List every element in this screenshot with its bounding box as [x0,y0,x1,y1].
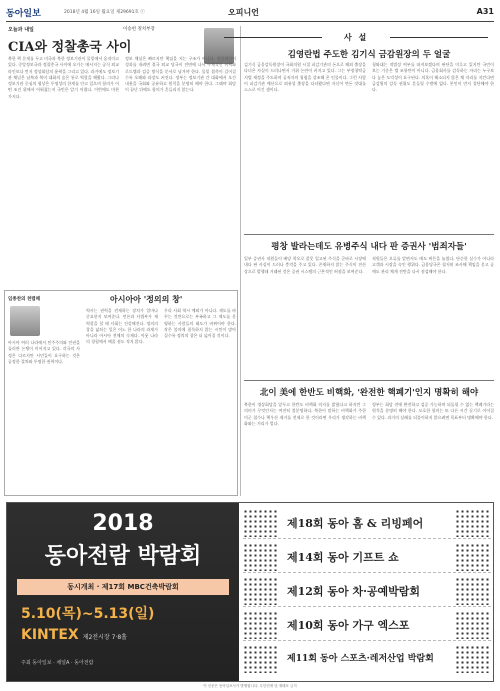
editorial-text: 청와대는 적법성 여부를 따져보겠다며 판단을 미루고 있지만 국민이 보는 기준은 법 조항만이 아니다. 금융회사를 감독하는 자리는 누구보다 높은 도덕성이 요구된다. 의혹이 해소되지 않은 채 자리를 지킨다면 금감원의 감독 권위도 흔들릴 수밖에 없다. 본인이 먼저 결단해야 한다. [372,62,494,93]
dot-pattern-icon [455,577,491,605]
guest-text: 우리 사회 역시 예외가 아니다. 제도를 바꾸는 것만으로는 부족하고 그 제도를 운영하는 사람들의 태도가 바뀌어야 한다. 작은 불의에 침묵하지 않는 시민이 많아질수록 정의의 창은 더 넓어질 것이다. [164,308,236,339]
column-text: 정보 채널은 빠르지만 책임을 지는 구조가 아니다. 정상회담이 성과를 내려면 결국 외교 당국이 전면에 나서 구체적인 비핵화 로드맵과 검증 방식을 문서로 남겨야 한다. 물밑 접촉이 길어질수록 오해와 과장도 커진다. 정부는 정보기관 간 대화에서 오간 내용을 국회와 공유하고 원칙을 분명히 해야 한다. 그래야 회담이 끝난 뒤에도 합의가 흔들리지 않는다. [125,56,236,93]
editorial-logo: 사 설 [344,32,369,42]
guest-text: 아시아 여러 나라에서 민주주의와 인권을 둘러싼 논쟁이 이어지고 있다. 각국의 사정은 다르지만 시민들이 요구하는 것은 공정한 절차와 투명한 권력이다. [8,340,80,364]
ad-date: 5.10(목)~5.13(일) [21,606,155,622]
editorial-headline-2[interactable]: 평창 발라는데도 유병주식 내다 판 증권사 '범죄자들' [271,242,467,252]
editorial-text: 일부 증권사 직원들이 배당 착오로 잘못 입고된 주식을 곧바로 시장에 내다 판 사실이 드러나 충격을 주고 있다. 존재하지 않는 주식이 전산상으로 발행돼 거래된 것은 증권 시스템의 근본적인 허점을 보여준다. [244,256,366,274]
editorial-headline-3[interactable]: 北이 美에 한반도 비핵화, '완전한 핵폐기'인지 명확히 해야 [259,388,479,398]
editorial-headline-1[interactable]: 김영란법 주도한 김기식 금감원장의 두 얼굴 [287,50,451,60]
dot-pattern-icon [455,509,491,537]
ad-venue-note: 제2전시장 7·8홀 [82,634,127,641]
guest-title[interactable]: 아시아아 '정의의 창' [110,294,183,304]
editorial-text: 북한이 정상회담을 앞두고 한반도 비핵화 의지를 밝혔다고 하지만 그 의미가 무엇인지는 여전히 불분명하다. 북한이 말하는 비핵화가 주한미군 철수나 핵우산 제거를 전제로 한 것이라면 우리가 생각하는 비핵화와는 거리가 멀다. [244,402,366,426]
ad-event-list [243,507,491,679]
ad-venue [21,627,127,643]
ad-event-item[interactable] [243,643,491,675]
ad-sponsors: 주최 동아일보 · 채널A · 동아전람 [21,660,94,666]
editorial-text: 김기식 금융감독원장이 국회의원 시절 피감기관의 돈으로 해외 출장을 다녀온 사실이 드러나면서 거취 논란이 커지고 있다. 그는 부정청탁금지법 제정을 주도하며 공직자의 청렴을 강조해 온 인물이다. 그런 사람이 피감기관 예산으로 외유성 출장을 다녀왔다면 자신이 만든 잣대를 스스로 어긴 셈이다. [244,62,366,93]
column-divider [240,26,241,496]
column-kicker: 오늘과 내일 [8,27,34,33]
event-name: 제10회 동아 가구 엑스포 [287,619,410,632]
newspaper-logo[interactable]: 동아일보 [6,9,41,19]
event-name: 제11회 동아 스포츠·레저산업 박람회 [287,654,434,664]
editorial-text: 직원들은 오류를 알면서도 매도 버튼을 눌렀다. 단순한 실수가 아니라 고객과 시장을 속인 행위다. 금융당국은 철저히 조사해 책임을 묻고 공매도 관리 체계 전반을 다시 점검해야 한다. [372,256,494,274]
column-article [8,26,236,286]
dot-pattern-icon [243,543,279,571]
guest-column [8,296,236,496]
ad-event-item[interactable] [243,575,491,607]
issue-date: 2018년 4월 16일 월요일 제29691호 ⓒ [64,10,145,15]
dot-pattern-icon [243,611,279,639]
guest-byline: 임종찬의 천렵해 [8,297,40,302]
ad-event-item[interactable] [243,541,491,573]
column-byline: 이승헌 정치부장 [123,27,155,32]
ad-event-item[interactable] [243,507,491,539]
guest-text: 역사는 권력을 견제하는 장치가 얼마나 중요한지 보여준다. 언론과 사법부가 제 역할을 할 때 사회는 건강해진다. 정의의 창을 넓히는 일은 어느 한 나라의 과제가 아니라 아시아 전체의 숙제다. 이웃 나라의 경험에서 배울 점도 적지 않다. [86,308,158,345]
ad-year: 2018 [92,511,154,536]
section-title: 오피니언 [228,7,259,17]
masthead [6,4,494,22]
dot-pattern-icon [243,577,279,605]
ad-banner [7,503,239,682]
footer-note: 이 신문은 동아일보사가 발행합니다. 무단전재 및 재배포 금지 [203,684,297,688]
column-headline[interactable]: CIA와 정찰총국 사이 [8,40,132,55]
divider [244,234,494,235]
editorial-text: 정부는 회담 전에 완전하고 검증 가능하며 되돌릴 수 없는 핵폐기라는 원칙을 분명히 해야 한다. 모호한 합의는 또 다른 시간 끌기로 이어질 수 있다. 과거의 실패를 되풀이하지 않으려면 목표부터 명확해야 한다. [372,402,494,420]
ad-venue-name: KINTEX [21,627,79,643]
ad-strip: 동시개최 · 제17회 MBC건축박람회 [17,579,229,595]
editorial-section [244,26,494,496]
ad-title: 동아전람 박람회 [44,543,202,569]
event-name: 제18회 동아 홈 & 리빙페어 [287,517,424,530]
ad-event-item[interactable] [243,609,491,641]
dot-pattern-icon [455,645,491,673]
event-name: 제12회 동아 차·공예박람회 [287,585,421,598]
dot-pattern-icon [455,611,491,639]
dot-pattern-icon [455,543,491,571]
column-text: 북한 핵 문제를 두고 미국과 북한 정보기관이 물밑에서 움직이고 있다. 중앙정보국과 정찰총국 사이에 오가는 메시지는 공식 외교 라인보다 먼저 정상회담의 윤곽을 그리고 있다. 과거에도 정보기관 채널은 남북과 북미 대화의 숨은 통로 역할을 해왔다. 그러나 정보기관 중심의 협상은 투명성의 한계를 안고 있으며 합의가 어떤 조건 위에서 이뤄졌는지 국민은 알기 어렵다. 이번에도 마찬가지다. [8,56,119,99]
dot-pattern-icon [243,645,279,673]
dot-pattern-icon [243,509,279,537]
divider [244,380,494,381]
event-name: 제14회 동아 기프트 쇼 [287,551,399,564]
page-number: A31 [476,7,494,16]
expo-advertisement[interactable] [6,502,494,682]
